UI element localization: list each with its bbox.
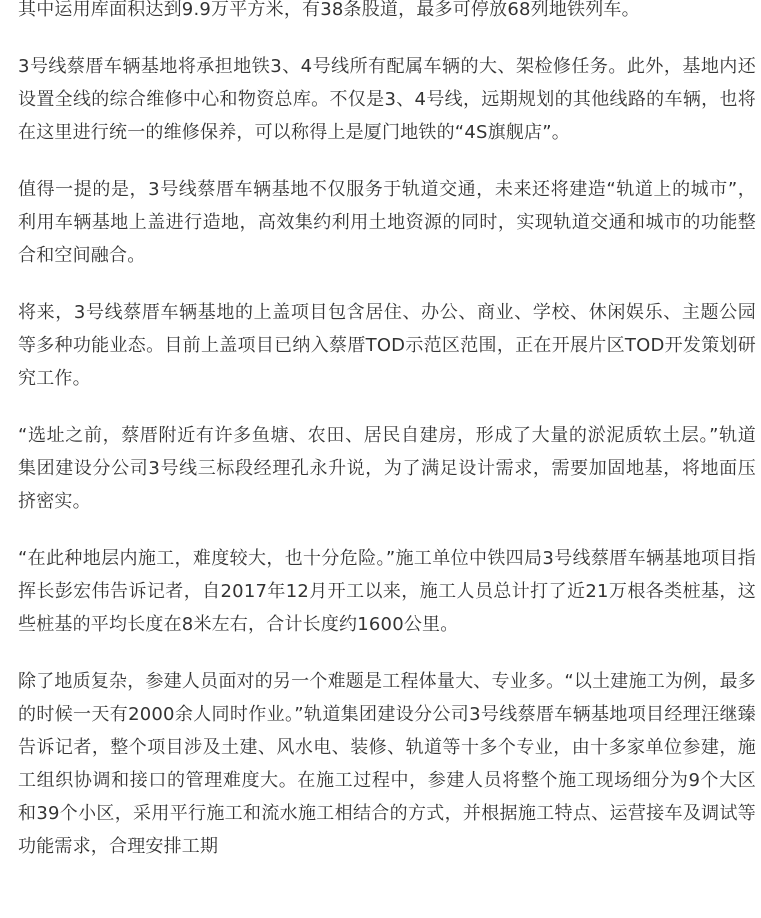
article-paragraph: 将来，3号线蔡厝车辆基地的上盖项目包含居住、办公、商业、学校、休闲娱乐、主题公园等多种功能业态。目前上盖项目已纳入蔡厝TOD示范区范围，正在开展片区TOD开发策划研究工作。 [18,302,756,389]
article-paragraph: 3号线蔡厝车辆基地将承担地铁3、4号线所有配属车辆的大、架检修任务。此外，基地内还设置全线的综合维修中心和物资总库。不仅是3、4号线，远期规划的其他线路的车辆，也将在这里进行统一的维修保养，可以称得上是厦门地铁的“4S旗舰店”。 [18,56,756,143]
article-paragraph: 其中运用库面积达到9.9万平方米，有38条股道，最多可停放68列地铁列车。 [18,0,640,20]
article-paragraph: 除了地质复杂，参建人员面对的另一个难题是工程体量大、专业多。“以土建施工为例，最多的时候一天有2000余人同时作业。”轨道集团建设分公司3号线蔡厝车辆基地项目经理汪继臻告诉记者，整个项目涉及土建、风水电、装修、轨道等十多个专业，由十多家单位参建，施工组织协调和接口的管理难度大。在施工过程中，参建人员将整个施工现场细分为9个大区和39个小区，采用平行施工和流水施工相结合的方式，并根据施工特点、运营接车及调试等功能需求，合理安排工期 [18,671,756,857]
article-paragraph: 值得一提的是，3号线蔡厝车辆基地不仅服务于轨道交通，未来还将建造“轨道上的城市”，利用车辆基地上盖进行造地，高效集约利用土地资源的同时，实现轨道交通和城市的功能整合和空间融合。 [18,179,756,266]
article-body [18,0,756,887]
article-paragraph: “选址之前，蔡厝附近有许多鱼塘、农田、居民自建房，形成了大量的淤泥质软土层。”轨道集团建设分公司3号线三标段经理孔永升说，为了满足设计需求，需要加固地基，将地面压挤密实。 [18,425,756,512]
article-paragraph: “在此种地层内施工，难度较大，也十分危险。”施工单位中铁四局3号线蔡厝车辆基地项目指挥长彭宏伟告诉记者，自2017年12月开工以来，施工人员总计打了近21万根各类桩基，这些桩基的平均长度在8米左右，合计长度约1600公里。 [18,548,756,635]
